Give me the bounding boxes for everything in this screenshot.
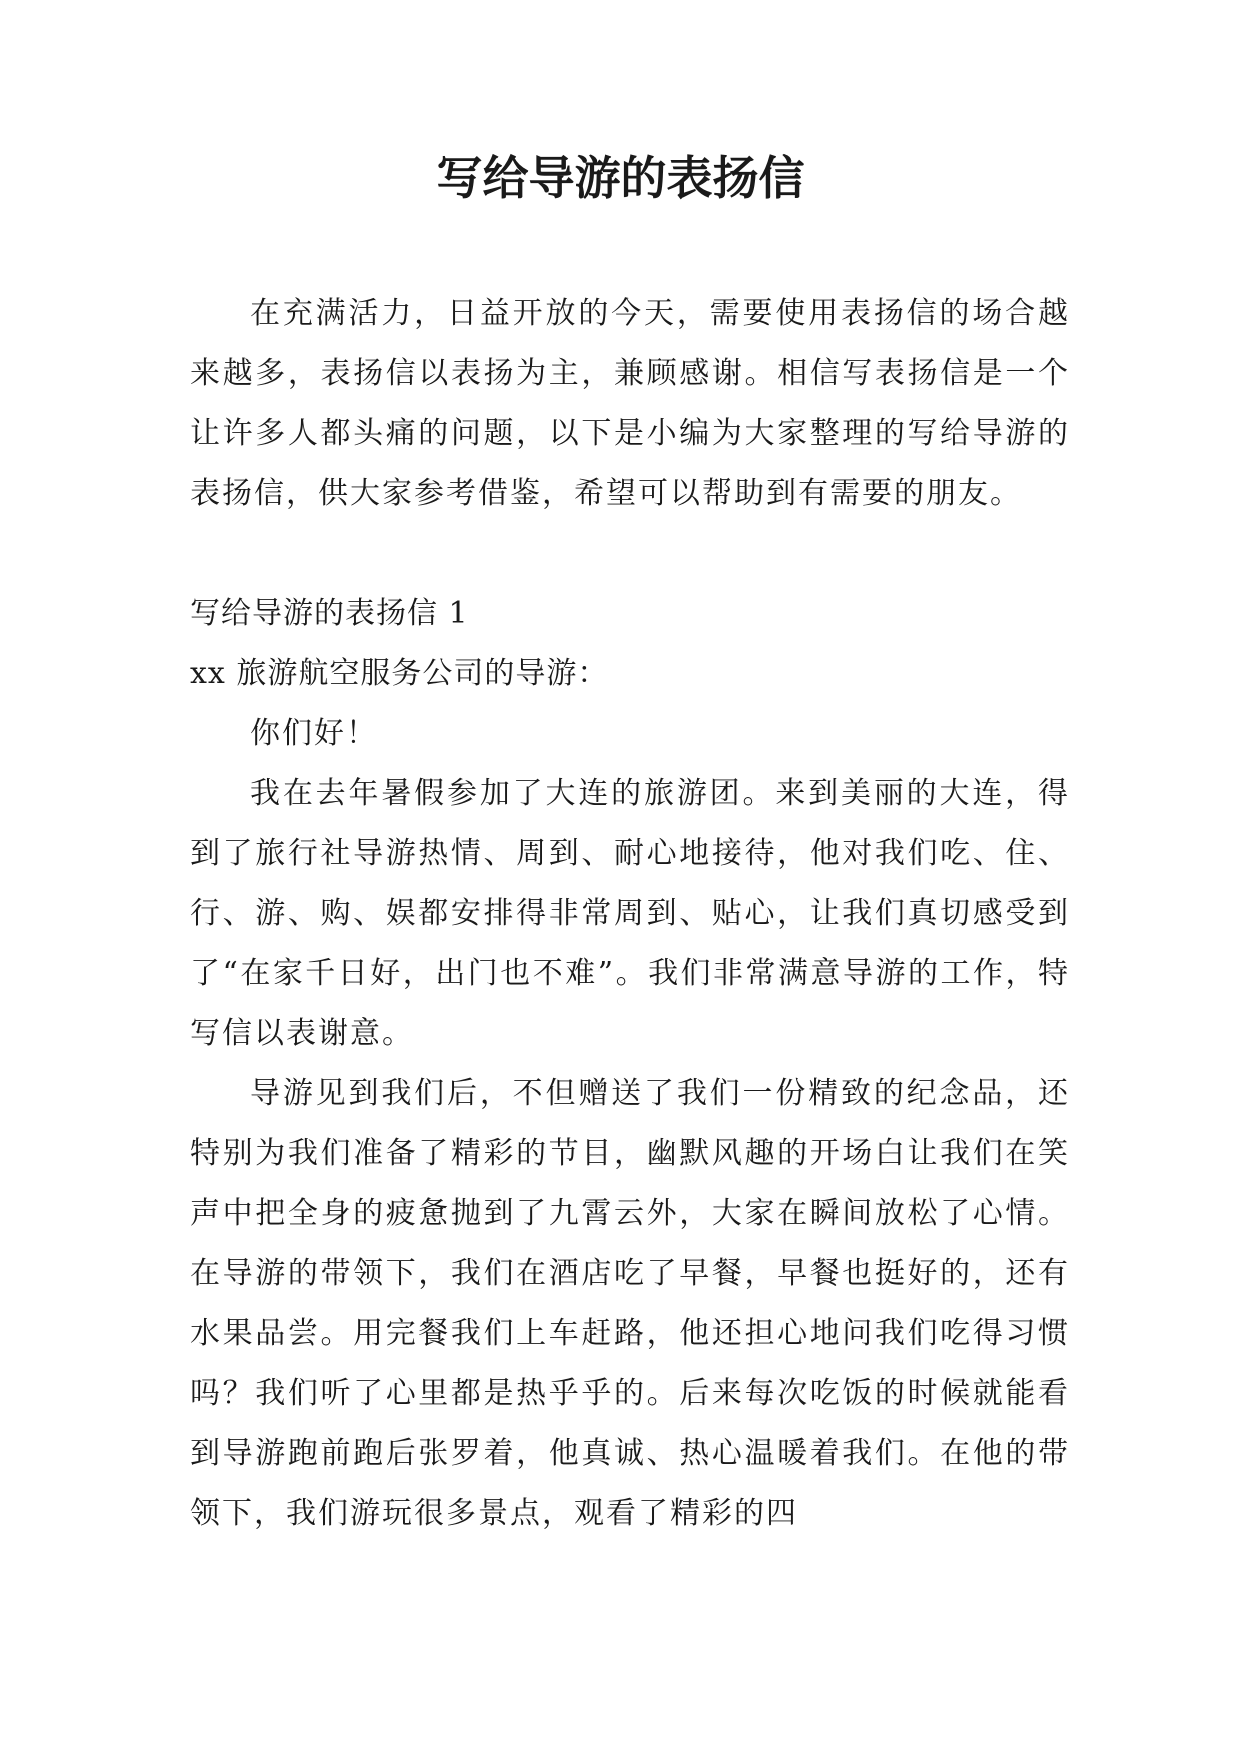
spacer bbox=[190, 524, 1070, 584]
greeting-line: 你们好！ bbox=[250, 716, 378, 751]
body-paragraph-2: 导游见到我们后，不但赠送了我们一份精致的纪念品，还特别为我们准备了精彩的节目，幽默风趣的开场白让我们在笑声中把全身的疲惫抛到了九霄云外，大家在瞬间放松了心情。在导游的带领下，我们在酒店吃了早餐，早餐也挺好的，还有水果品尝。用完餐我们上车赶路，他还担心地问我们吃得习惯吗？我们听了心里都是热乎乎的。后来每次吃饭的时候就能看到导游跑前跑后张罗着，他真诚、热心温暖着我们。在他的带领下，我们游玩很多景点，观看了精彩的四 bbox=[190, 1076, 1070, 1531]
section-heading: 写给导游的表扬信 1 bbox=[190, 596, 469, 631]
body-paragraph-1: 我在去年暑假参加了大连的旅游团。来到美丽的大连，得到了旅行社导游热情、周到、耐心地接待，他对我们吃、住、行、游、购、娱都安排得非常周到、贴心，让我们真切感受到了“在家千日好，出门也不难”。我们非常满意导游的工作，特写信以表谢意。 bbox=[190, 776, 1070, 1051]
recipient-line: xx 旅游航空服务公司的导游： bbox=[190, 656, 609, 691]
intro-paragraph: 在充满活力，日益开放的今天，需要使用表扬信的场合越来越多，表扬信以表扬为主，兼顾感谢。相信写表扬信是一个让许多人都头痛的问题，以下是小编为大家整理的写给导游的表扬信，供大家参考借鉴，希望可以帮助到有需要的朋友。 bbox=[190, 296, 1070, 511]
document-body bbox=[190, 284, 1070, 1544]
document-title: 写给导游的表扬信 bbox=[436, 151, 805, 205]
